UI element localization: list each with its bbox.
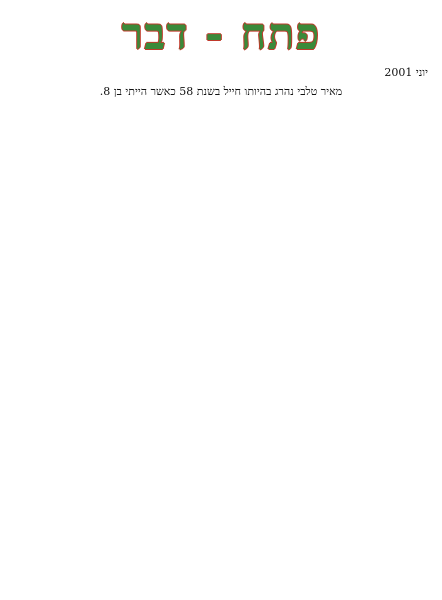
meta-row xyxy=(14,66,428,79)
date-label: יוני 2001 xyxy=(384,66,428,79)
paragraph-5 xyxy=(14,361,428,501)
lead-paragraph: מאיר טלבי נהרג בהיותו חייל בשנת 58 כאשר הייתי בן 8. xyxy=(99,85,343,98)
paragraph-1 xyxy=(14,105,428,133)
paragraph-3 xyxy=(14,233,428,289)
page-title: פתח - דבר xyxy=(121,9,321,60)
paragraph-4 xyxy=(14,297,428,353)
paragraph-6 xyxy=(14,509,428,565)
paragraph-2 xyxy=(14,141,428,225)
